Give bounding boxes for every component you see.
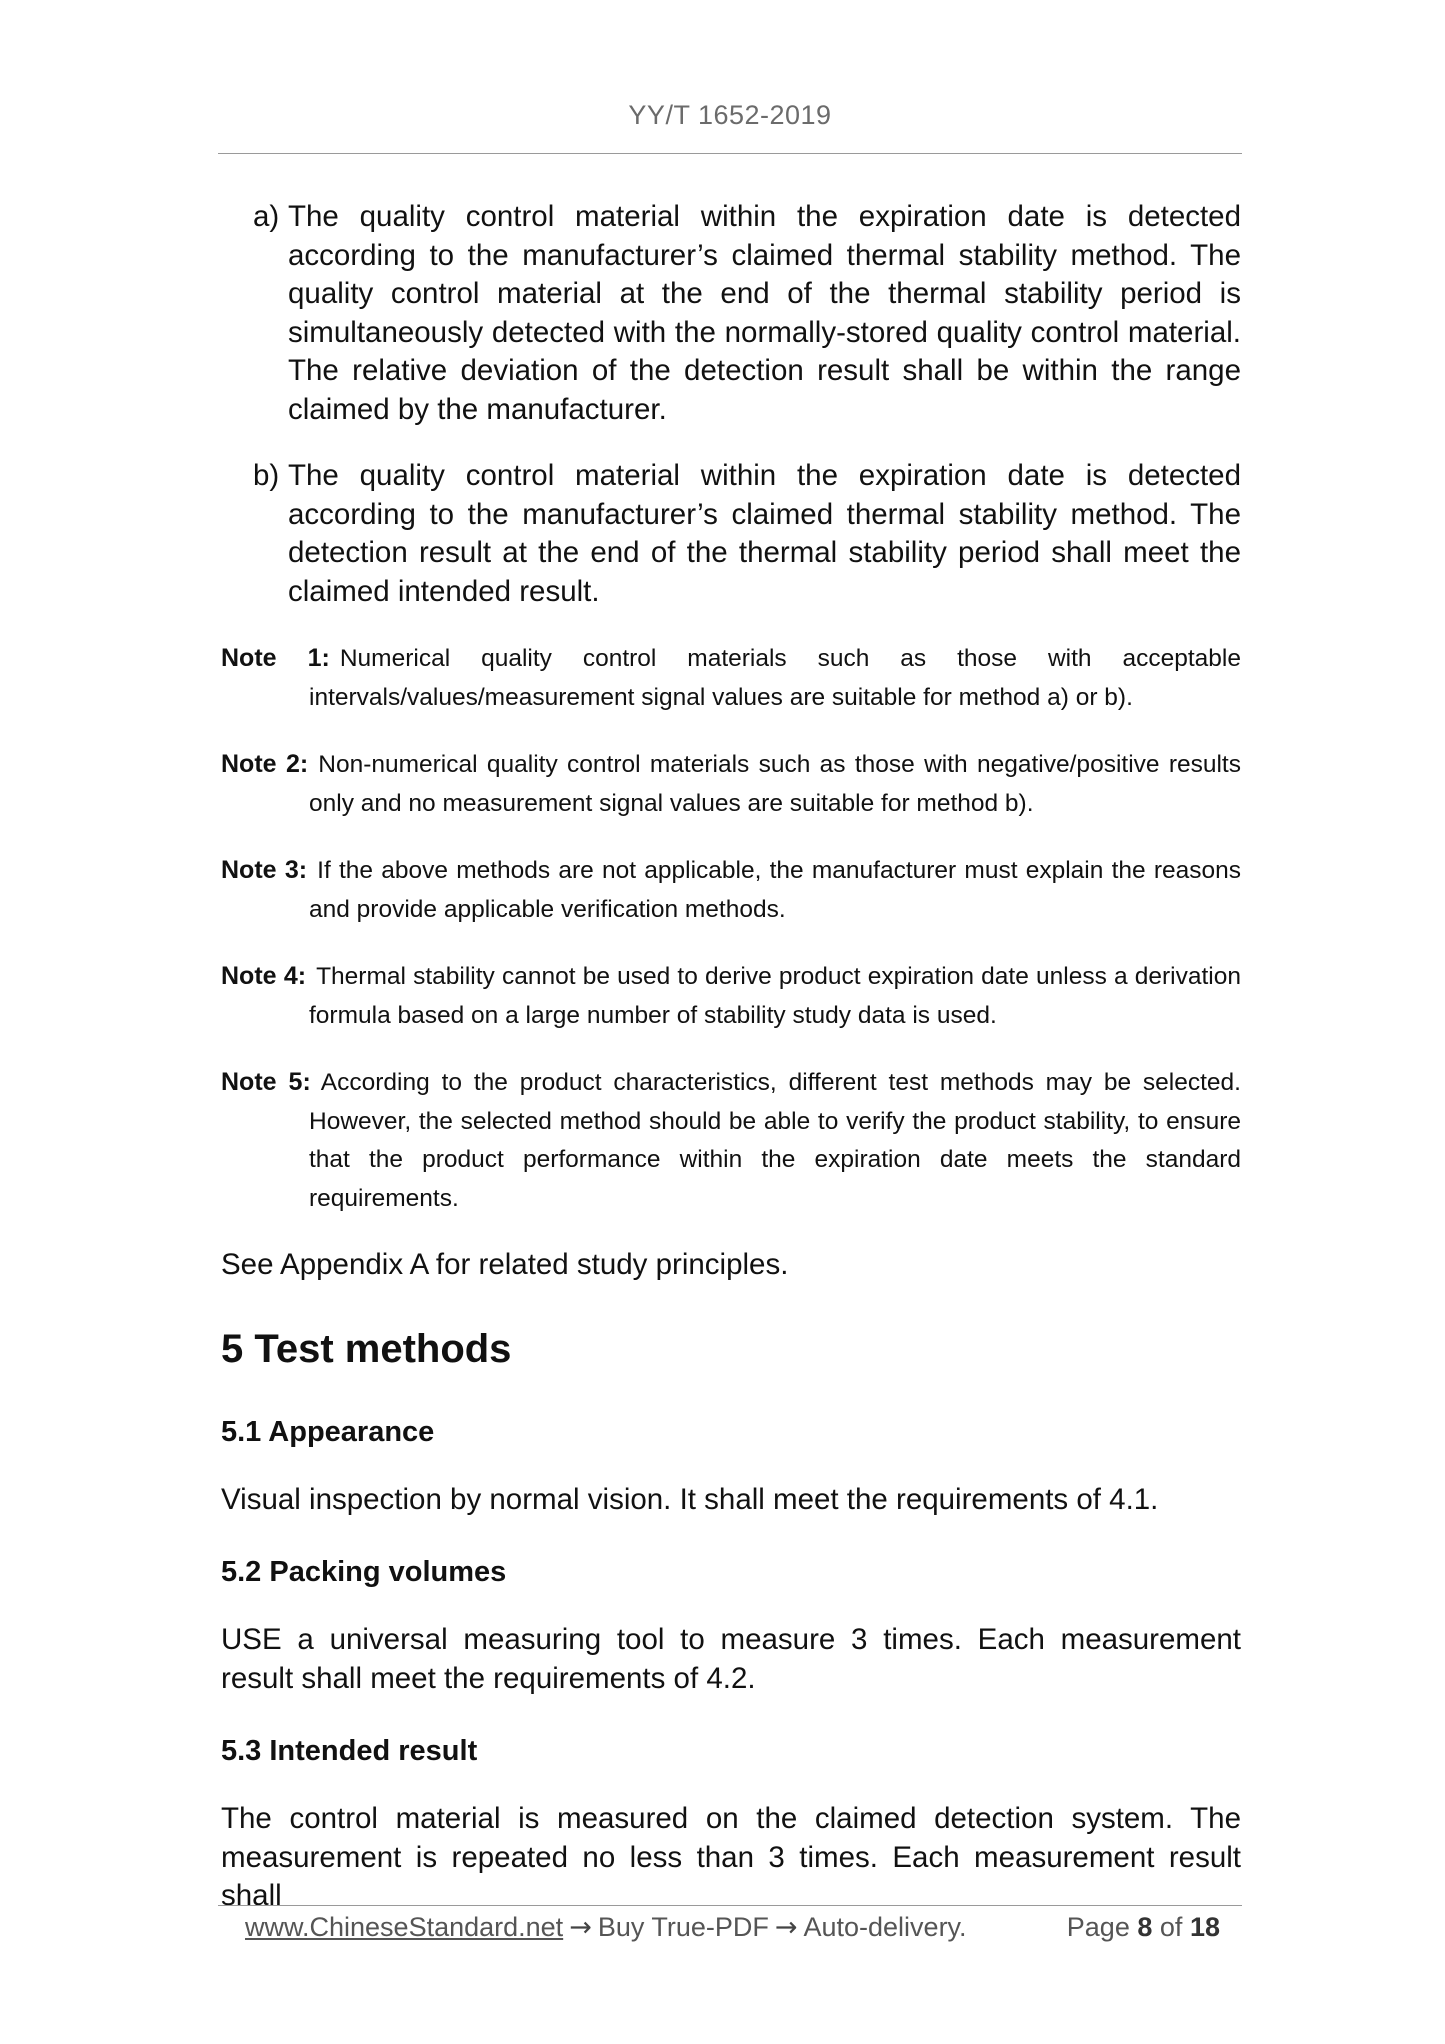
- page-body: [221, 198, 1241, 1950]
- list-item-a: [221, 198, 1241, 429]
- note-text: Non-numerical quality control materials such as those with negative/positive results only and no measurement signal values are suitable for method b).: [309, 751, 1241, 817]
- arrow-right-icon: →: [569, 1912, 592, 1943]
- buy-pdf-text: Buy True-PDF: [597, 1912, 769, 1942]
- list-item-text: The quality control material within the expiration date is detected according to the manufacturer’s claimed thermal stability method. The quality control material at the end of the thermal stability period is simultaneously detected with the normally-stored quality control material. The relative deviation of the detection result shall be within the range claimed by the manufacturer.: [288, 200, 1241, 426]
- note-label: Note 3:: [221, 856, 308, 884]
- page-footer: [245, 1912, 1220, 1943]
- list-marker: b): [253, 459, 280, 492]
- note-2: [221, 745, 1241, 823]
- arrow-right-icon: →: [774, 1912, 798, 1943]
- of-word: of: [1159, 1912, 1183, 1942]
- note-1: [221, 639, 1241, 717]
- section-5-2-heading: 5.2 Packing volumes: [221, 1556, 507, 1588]
- note-label: Note 5:: [221, 1068, 311, 1096]
- note-label: Note 1:: [221, 644, 330, 672]
- list-item-text: The quality control material within the expiration date is detected according to the manufacturer’s claimed thermal stability method. The detection result at the end of the thermal stability period shall meet the claimed intended result.: [288, 459, 1241, 608]
- section-5-heading: 5 Test methods: [221, 1326, 512, 1371]
- page-number: [1067, 1912, 1220, 1943]
- note-text: Thermal stability cannot be used to derive product expiration date unless a derivation formula based on a large number of stability study data is used.: [309, 963, 1242, 1029]
- list-marker: a): [253, 200, 280, 233]
- list-item-b: [221, 457, 1241, 611]
- auto-delivery-text: Auto-delivery.: [803, 1912, 967, 1942]
- section-5-3-text: The control material is measured on the claimed detection system. The measurement is repeated no less than 3 times. Each measurement result shall: [221, 1802, 1241, 1912]
- note-text: Numerical quality control materials such as those with acceptable intervals/values/measurement signal values are suitable for method a) or b).: [309, 645, 1241, 711]
- footer-divider: [218, 1905, 1242, 1906]
- website-link[interactable]: www.ChineseStandard.net: [245, 1912, 564, 1942]
- section-5-3-heading: 5.3 Intended result: [221, 1735, 478, 1767]
- section-5-1-heading: 5.1 Appearance: [221, 1415, 435, 1448]
- total-pages: 18: [1189, 1912, 1220, 1942]
- note-5: [221, 1063, 1241, 1218]
- header-divider: [218, 153, 1242, 154]
- appendix-reference: See Appendix A for related study principles.: [221, 1248, 789, 1281]
- note-4: [221, 957, 1241, 1035]
- section-5-2-text: USE a universal measuring tool to measure 3 times. Each measurement result shall meet the requirements of 4.2.: [221, 1623, 1241, 1695]
- note-text: According to the product characteristics, different test methods may be selected. However, the selected method should be able to verify the product stability, to ensure that the product performance within the expiration date meets the standard requirements.: [309, 1069, 1241, 1212]
- note-label: Note 2:: [221, 750, 309, 778]
- note-3: [221, 851, 1241, 929]
- document-code-header: YY/T 1652-2019: [628, 100, 832, 130]
- note-text: If the above methods are not applicable, the manufacturer must explain the reasons and provide applicable verification methods.: [309, 857, 1241, 923]
- note-label: Note 4:: [221, 962, 307, 990]
- current-page: 8: [1137, 1912, 1153, 1942]
- page-word: Page: [1066, 1912, 1130, 1942]
- section-5-1-text: Visual inspection by normal vision. It shall meet the requirements of 4.1.: [221, 1482, 1159, 1516]
- footer-promo: [245, 1912, 967, 1943]
